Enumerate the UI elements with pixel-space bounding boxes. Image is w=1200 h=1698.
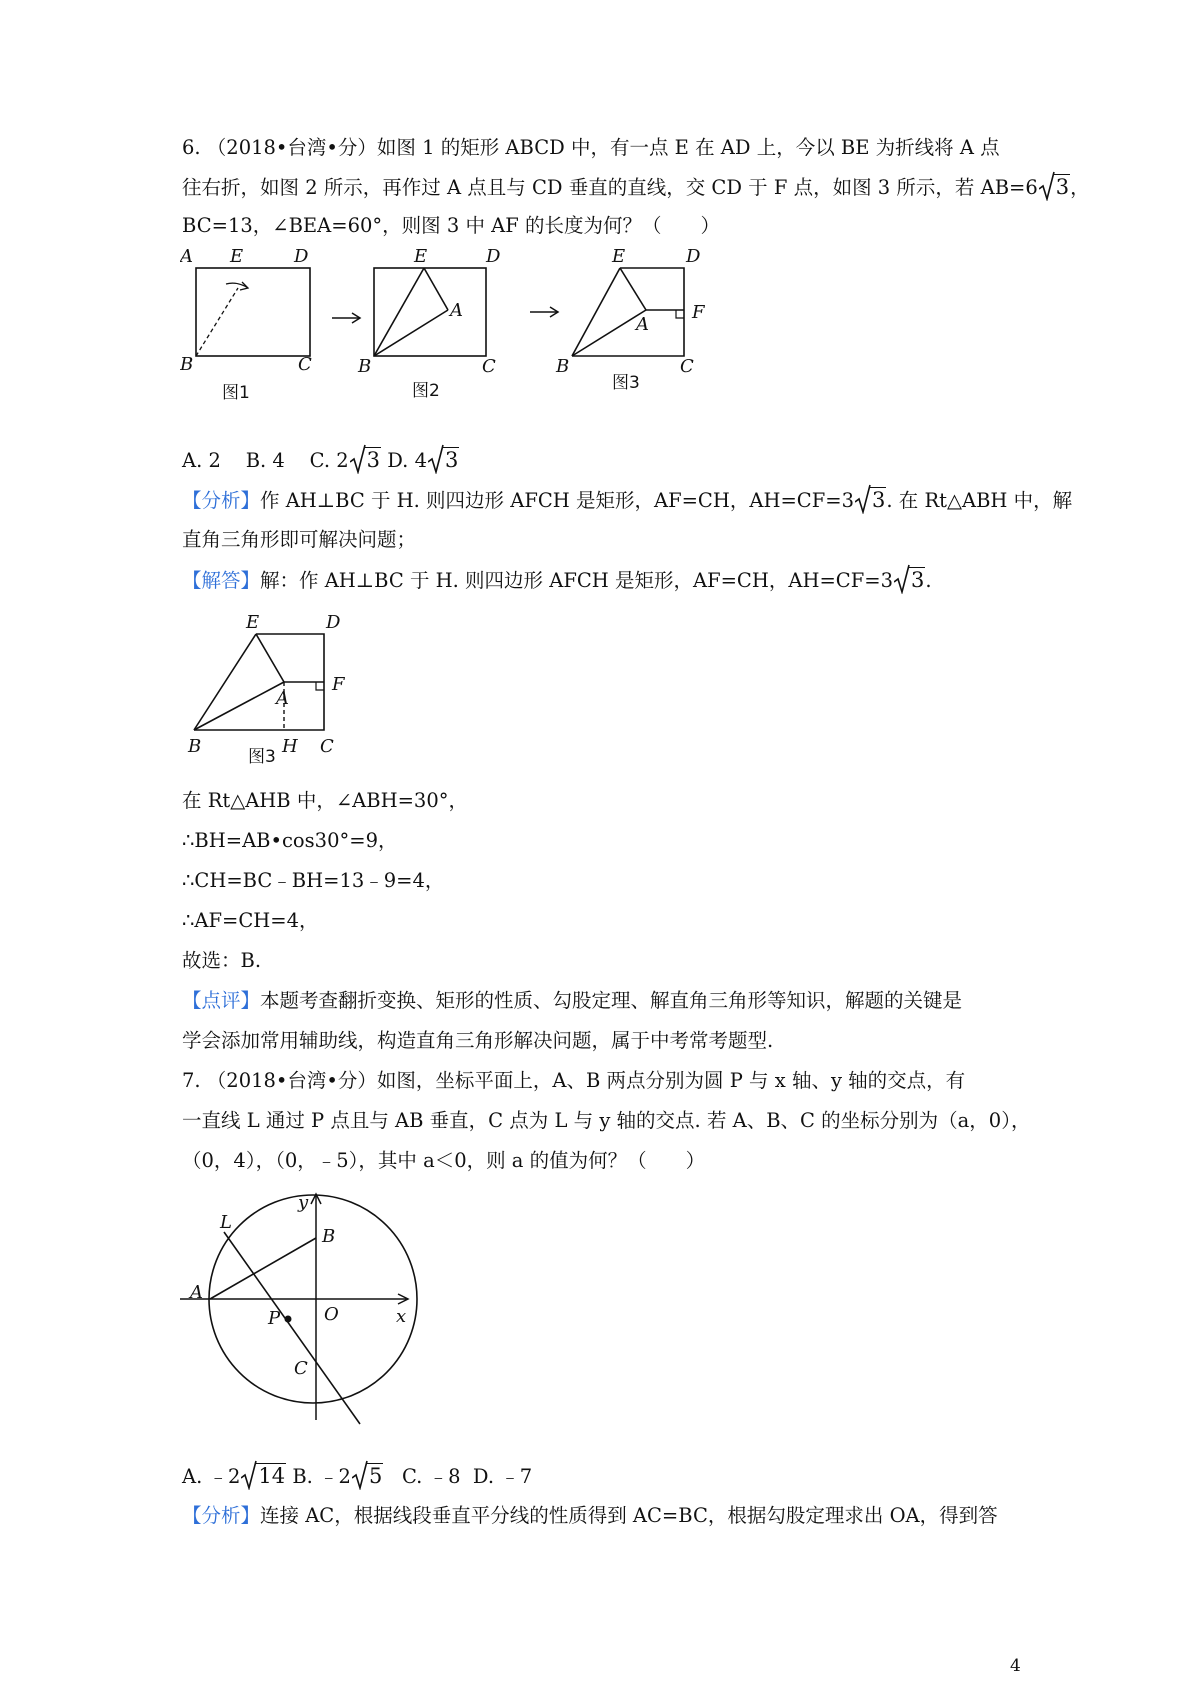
fig3-label-e: E (612, 248, 626, 267)
analysis-tag: 【分析】 (182, 489, 261, 512)
q6-step-5: 故选：B. (182, 949, 262, 972)
x-axis-label: x (396, 1306, 407, 1327)
fig1-label-d: D (294, 248, 309, 267)
answer-fig-label-a: A (276, 688, 289, 709)
q6-step-4: ∴AF=CH=4， (182, 909, 319, 932)
y-axis-label: y (298, 1192, 309, 1213)
fig1-label-b: B (180, 354, 194, 375)
fig2-label-d: D (486, 248, 501, 267)
q6-stem-line-2: 往右折，如图 2 所示，再作过 A 点且与 CD 垂直的直线，交 CD 于 F 点，如图 3 所示，若 AB=6 3， (182, 174, 1090, 201)
q7-stem-line-1: 7. （2018•台湾•分）如图，坐标平面上，A、B 两点分别为圆 P 与 x 轴、y 轴的交点，有 (182, 1069, 966, 1092)
radical: 3 (350, 447, 381, 474)
q6-answer-line-1: 【解答】解：作 AH⊥BC 于 H. 则四边形 AFCH 是矩形，AF=CH，AH=CF=3 3. (182, 567, 932, 594)
fig1-label-c: C (298, 354, 312, 375)
q6-step-3: ∴CH=BC﹣BH=13﹣9=4， (182, 869, 445, 892)
q6-analysis-line-2: 直角三角形即可解决问题； (182, 528, 417, 551)
answer-fig-label-h: H (282, 736, 298, 757)
q7-analysis-line-1: 【分析】连接 AC，根据线段垂直平分线的性质得到 AC=BC，根据勾股定理求出 OA，得到答 (182, 1504, 998, 1527)
q6-step-2: ∴BH=AB•cos30°=9， (182, 829, 398, 852)
radical: 3 (855, 487, 886, 514)
fig2-label-c: C (482, 356, 496, 377)
fig2-label-b: B (358, 356, 372, 377)
radical: 3 (1039, 174, 1070, 201)
fig3-label-a: A (636, 314, 649, 335)
answer-fig-label-b: B (188, 736, 202, 757)
q6-step-1: 在 Rt△AHB 中，∠ABH=30°， (182, 789, 468, 812)
q6-options: A. 2 B. 4 C. 2 3 D. 4 3 (182, 447, 459, 474)
q6-answer-figure (180, 606, 360, 766)
answer-fig-label-c: C (320, 736, 334, 757)
fig1-label-a: A (180, 248, 193, 267)
fig3-label-d: D (686, 248, 701, 267)
fig3-label-b: B (556, 356, 570, 377)
q6-stem-line-1: 6. （2018•台湾•分）如图 1 的矩形 ABCD 中，有一点 E 在 AD 上，今以 BE 为折线将 A 点 (182, 136, 1000, 159)
answer-fig-caption: 图3 (248, 747, 276, 766)
fig2-label-a: A (450, 300, 463, 321)
point-p-label: P (268, 1308, 281, 1329)
answer-tag: 【解答】 (182, 569, 261, 592)
radical: 5 (352, 1463, 383, 1490)
q6-comment-line-1: 【点评】本题考查翻折变换、矩形的性质、勾股定理、解直角三角形等知识，解题的关键是 (182, 989, 963, 1012)
radical: 3 (428, 447, 459, 474)
point-b-label: B (322, 1226, 336, 1247)
q7-stem-line-2: 一直线 L 通过 P 点且与 AB 垂直，C 点为 L 与 y 轴的交点. 若 A、B、C 的坐标分别为（a，0）， (182, 1109, 1031, 1132)
radical: 14 (241, 1463, 286, 1490)
page-number: 4 (1010, 1656, 1021, 1676)
fig1-caption: 图1 (222, 383, 250, 403)
q6-figures-1-3 (180, 248, 780, 408)
answer-fig-label-e: E (246, 612, 260, 633)
line-l-label: L (220, 1212, 232, 1233)
q6-stem-line-3: BC=13，∠BEA=60°，则图 3 中 AF 的长度为何？（ ） (182, 214, 720, 237)
radical: 3 (894, 567, 925, 594)
q6-comment-line-2: 学会添加常用辅助线，构造直角三角形解决问题，属于中考常考题型. (182, 1029, 774, 1052)
point-c-label: C (294, 1358, 308, 1379)
fig3-caption: 图3 (612, 373, 640, 393)
answer-fig-label-f: F (332, 674, 345, 695)
fig3-label-f: F (692, 302, 705, 323)
fig2-label-e: E (414, 248, 428, 267)
fig3-label-c: C (680, 356, 694, 377)
fig2-caption: 图2 (412, 381, 440, 401)
q7-figure (180, 1188, 430, 1433)
q7-stem-line-3: （0，4），（0，﹣5），其中 a＜0，则 a 的值为何？（ ） (182, 1149, 706, 1172)
fig1-label-e: E (230, 248, 244, 267)
comment-tag: 【点评】 (182, 989, 261, 1012)
q7-options: A. ﹣2 14 B. ﹣2 5 C. ﹣8 D. ﹣7 (182, 1463, 532, 1490)
analysis-tag: 【分析】 (182, 1504, 261, 1527)
origin-o-label: O (324, 1304, 339, 1325)
answer-fig-label-d: D (326, 612, 341, 633)
q6-analysis-line-1: 【分析】作 AH⊥BC 于 H. 则四边形 AFCH 是矩形，AF=CH，AH=CF=3 3. 在 Rt△ABH 中，解 (182, 487, 1072, 514)
point-a-label: A (190, 1282, 203, 1303)
